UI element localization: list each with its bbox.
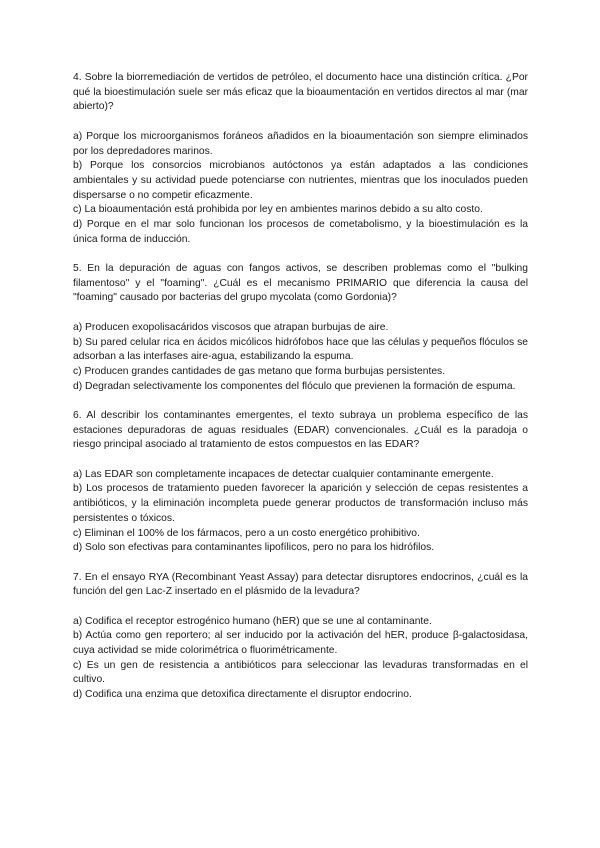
question-stem: 6. Al describir los contaminantes emergentes, el texto subraya un problema específico de las estaciones depuradoras de aguas residuales (EDAR) convencionales. ¿Cuál es la paradoja o riesgo principal asociado al tratamiento de estos compuestos en las EDAR? bbox=[73, 409, 528, 451]
option-d: d) Degradan selectivamente los componentes del flóculo que previenen la formación de espuma. bbox=[73, 380, 516, 392]
spacer bbox=[73, 556, 528, 571]
option-c: c) Producen grandes cantidades de gas metano que forma burbujas persistentes. bbox=[73, 365, 446, 377]
spacer bbox=[73, 394, 528, 409]
option-a: a) Codifica el receptor estrogénico humano (hER) que se une al contaminante. bbox=[73, 615, 432, 627]
option-list bbox=[73, 615, 528, 703]
question-6 bbox=[73, 409, 528, 556]
question-list bbox=[73, 71, 528, 703]
option-list bbox=[73, 321, 528, 395]
option-list bbox=[73, 130, 528, 248]
option-d: d) Codifica una enzima que detoxifica directamente el disruptor endocrino. bbox=[73, 689, 412, 701]
question-stem: 5. En la depuración de aguas con fangos activos, se describen problemas como el "bulking filamentoso" y el "foaming". ¿Cuál es el mecanismo PRIMARIO que diferencia la causa del "foaming" causado por bacterias del grupo mycolata (como Gordonia)? bbox=[73, 263, 528, 304]
option-b: b) Porque los consorcios microbianos autóctonos ya están adaptados a las condiciones ambientales y su actividad puede potenciarse con nutrientes, mientras que los inoculados pueden dispersarse o no competir eficazmente. bbox=[73, 160, 528, 201]
option-c: c) La bioaumentación está prohibida por ley en ambientes marinos debido a su alto costo. bbox=[73, 204, 483, 216]
question-7 bbox=[73, 571, 528, 703]
option-d: d) Solo son efectivas para contaminantes lipofílicos, pero no para los hidrófilos. bbox=[73, 542, 435, 554]
option-d: d) Porque en el mar solo funcionan los procesos de cometabolismo, y la bioestimulación es la única forma de inducción. bbox=[73, 219, 528, 245]
option-b: b) Su pared celular rica en ácidos micólicos hidrófobos hace que las células y pequeños flóculos se adsorban a las interfases aire-agua, estabilizando la espuma. bbox=[73, 336, 528, 363]
spacer bbox=[73, 247, 528, 262]
option-b: b) Actúa como gen reportero; al ser inducido por la activación del hER, produce β-galactosidasa, cuya actividad se mide colorimétrica o fluorimétricamente. bbox=[73, 630, 528, 657]
question-4 bbox=[73, 71, 528, 247]
question-stem: 4. Sobre la biorremediación de vertidos de petróleo, el documento hace una distinción crítica. ¿Por qué la bioestimulación suele ser más eficaz que la bioaumentación en vertidos directos al mar (mar abierto)? bbox=[73, 72, 528, 113]
option-list bbox=[73, 468, 528, 556]
option-a: a) Porque los microorganismos foráneos añadidos en la bioaumentación son siempre eliminados por los depredadores marinos. bbox=[73, 130, 528, 157]
option-a: a) Producen exopolisacáridos viscosos que atrapan burbujas de aire. bbox=[73, 321, 389, 333]
question-stem: 7. En el ensayo RYA (Recombinant Yeast Assay) para detectar disruptores endocrinos, ¿cuál es la función del gen Lac-Z insertado en el plásmido de la levadura? bbox=[73, 571, 528, 598]
option-b: b) Los procesos de tratamiento pueden favorecer la aparición y selección de cepas resistentes a antibióticos, y la eliminación incompleta puede generar productos de transformación incluso más persistentes o tóxicos. bbox=[73, 483, 528, 524]
option-c: c) Es un gen de resistencia a antibióticos para seleccionar las levaduras transformadas en el cultivo. bbox=[73, 659, 528, 686]
question-5 bbox=[73, 262, 528, 394]
option-a: a) Las EDAR son completamente incapaces de detectar cualquier contaminante emergente. bbox=[73, 468, 494, 480]
option-c: c) Eliminan el 100% de los fármacos, pero a un costo energético prohibitivo. bbox=[73, 527, 420, 539]
